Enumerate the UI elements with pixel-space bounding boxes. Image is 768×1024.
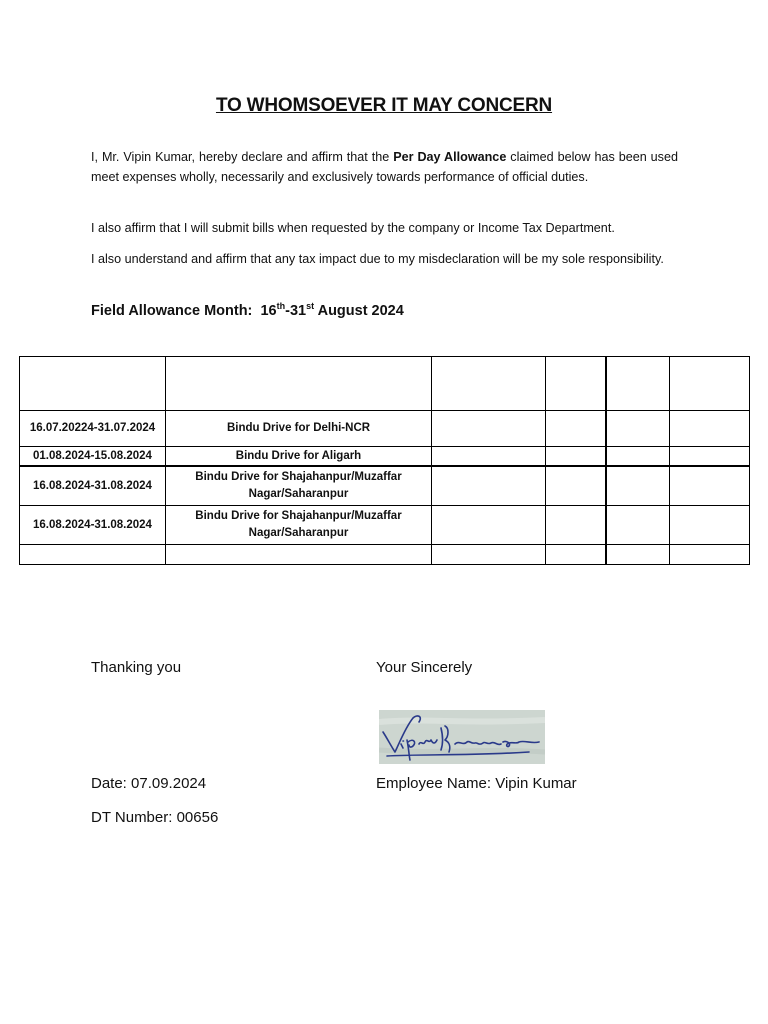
thanking-you-text: Thanking you xyxy=(91,659,182,676)
table-cell xyxy=(166,545,432,565)
table-cell xyxy=(432,411,546,447)
letter-title: TO WHOMSOEVER IT MAY CONCERN xyxy=(215,95,553,116)
affirm-tax-paragraph: I also understand and affirm that any tax impact due to my misdeclaration will be my sole responsibility. xyxy=(91,252,664,266)
description-cell: Bindu Drive for Shajahanpur/Muzaffar Nagar/Saharanpur xyxy=(166,506,432,545)
field-allowance-label: Field Allowance Month: xyxy=(91,303,253,319)
table-cell xyxy=(166,357,432,411)
table-cell xyxy=(606,411,670,447)
table-cell xyxy=(606,545,670,565)
table-cell xyxy=(432,506,546,545)
declaration-paragraph xyxy=(91,147,678,187)
to-day-suffix: st xyxy=(306,301,315,311)
table-row xyxy=(20,447,750,467)
table-cell xyxy=(432,357,546,411)
declaration-intro: I, Mr. Vipin Kumar, hereby declare and affirm that the xyxy=(91,150,394,164)
employee-name-line: Employee Name: Vipin Kumar xyxy=(376,775,577,792)
period-cell: 01.08.2024-15.08.2024 xyxy=(20,447,166,467)
signature-image xyxy=(379,710,545,764)
table-cell xyxy=(606,447,670,467)
date-dash: - xyxy=(285,303,290,319)
table-cell xyxy=(670,506,750,545)
table-row xyxy=(20,466,750,506)
table-cell xyxy=(670,545,750,565)
allowance-month-year: August 2024 xyxy=(317,303,404,319)
table-cell xyxy=(546,447,606,467)
table-row xyxy=(20,506,750,545)
table-header-row xyxy=(20,357,750,411)
table-cell xyxy=(20,357,166,411)
from-day: 16 xyxy=(260,303,277,319)
field-allowance-heading xyxy=(91,301,404,319)
table-cell xyxy=(546,466,606,506)
description-cell: Bindu Drive for Aligarh xyxy=(166,447,432,467)
table-cell xyxy=(670,466,750,506)
table-cell xyxy=(546,506,606,545)
table-cell xyxy=(432,447,546,467)
table-cell xyxy=(432,466,546,506)
table-cell xyxy=(546,545,606,565)
description-cell: Bindu Drive for Delhi-NCR xyxy=(166,411,432,447)
table-cell xyxy=(606,466,670,506)
from-day-suffix: th xyxy=(276,301,286,311)
allowance-table xyxy=(19,356,750,565)
table-cell xyxy=(546,357,606,411)
table-cell xyxy=(606,506,670,545)
table-cell xyxy=(546,411,606,447)
table-cell xyxy=(670,447,750,467)
table-cell xyxy=(606,357,670,411)
sign-off-text: Your Sincerely xyxy=(376,659,473,676)
affirm-bills-paragraph: I also affirm that I will submit bills when requested by the company or Income Tax Department. xyxy=(91,221,615,235)
period-cell: 16.07.20224-31.07.2024 xyxy=(20,411,166,447)
table-cell xyxy=(670,411,750,447)
period-cell: 16.08.2024-31.08.2024 xyxy=(20,466,166,506)
to-day: 31 xyxy=(289,303,307,319)
table-cell xyxy=(670,357,750,411)
date-line: Date: 07.09.2024 xyxy=(91,775,207,792)
dt-number-line: DT Number: 00656 xyxy=(91,809,219,826)
table-row xyxy=(20,411,750,447)
table-cell xyxy=(432,545,546,565)
per-day-allowance-term: Per Day Allowance xyxy=(393,150,507,164)
period-cell: 16.08.2024-31.08.2024 xyxy=(20,506,166,545)
declaration-rest: claimed below has been used meet expenses wholly, necessarily and exclusively towards performance of official duties. xyxy=(91,150,678,184)
description-cell: Bindu Drive for Shajahanpur/Muzaffar Nagar/Saharanpur xyxy=(166,466,432,506)
table-row xyxy=(20,545,750,565)
table-cell xyxy=(20,545,166,565)
